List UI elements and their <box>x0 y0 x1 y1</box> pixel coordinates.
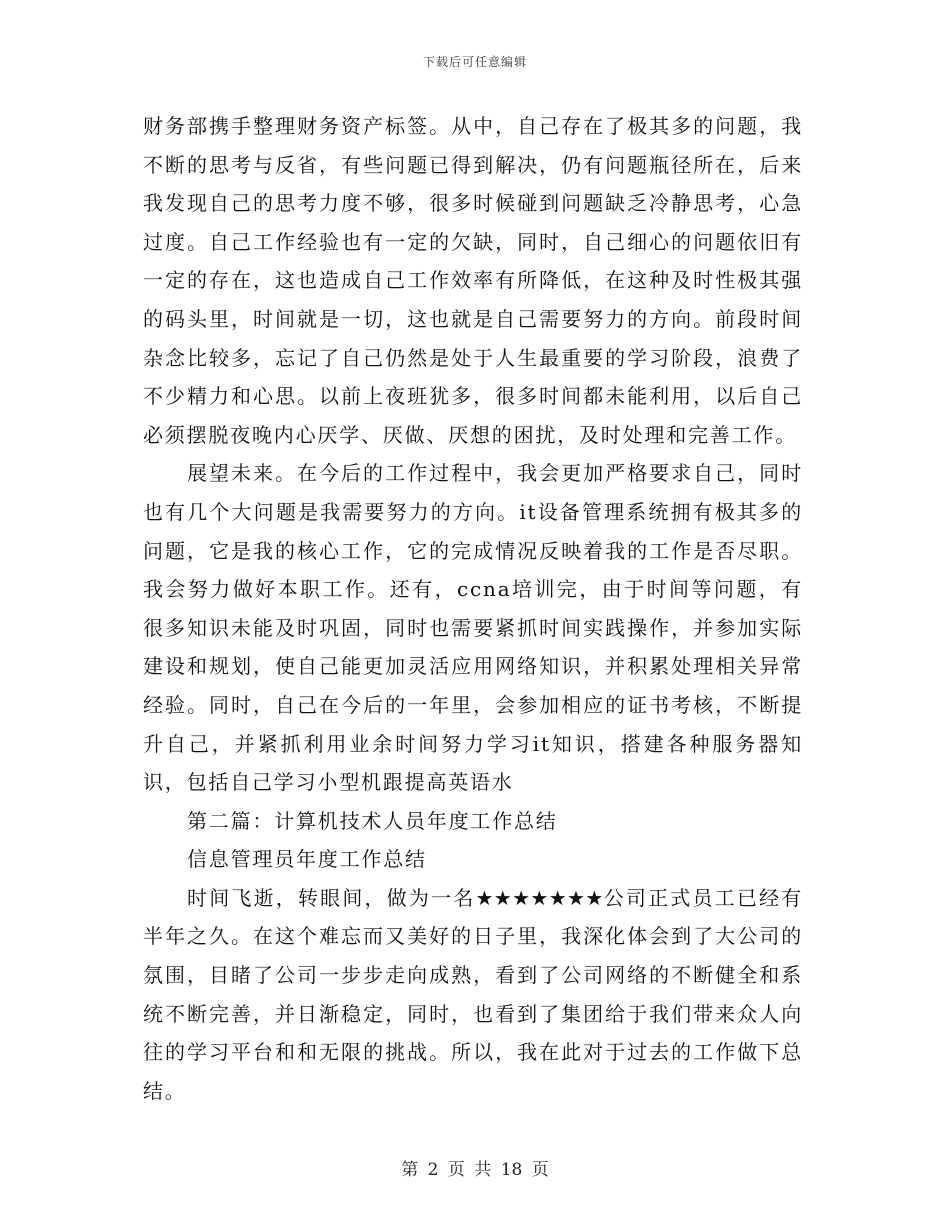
page-header: 下载后可任意编辑 <box>422 55 527 69</box>
section-heading: 第二篇：计算机技术人员年度工作总结 <box>187 808 558 833</box>
paragraph-outlook: 展望未来。在今后的工作过程中，我会更加严格要求自己，同时也有几个大问题是我需要努力的方向。it设备管理系统拥有极其多的问题，它是我的核心工作，它的完成情况反映着我的工作是否尽职。我会努力做好本职工作。还有，ccna培训完，由于时间等问题，有很多知识未能及时巩固，同时也需要紧抓时间实践操作，并参加实际建设和规划，使自己能更加灵活应用网络知识，并积累处理相关异常经验。同时，自己在今后的一年里，会参加相应的证书考核，不断提升自己，并紧抓利用业余时间努力学习it知识，搭建各种服务器知识，包括自己学习小型机跟提高英语水 <box>143 461 803 795</box>
document-body <box>143 107 803 1110</box>
document-subtitle: 信息管理员年度工作总结 <box>187 847 427 872</box>
intro-text-start: 时间飞逝，转眼间，做为一名 <box>187 885 476 910</box>
page-number-footer: 第 2 页 共 18 页 <box>401 1160 549 1180</box>
paragraph-intro <box>143 879 803 1111</box>
paragraph-continued: 财务部携手整理财务资产标签。从中，自己存在了极其多的问题，我不断的思考与反省，有些问题已得到解决，仍有问题瓶径所在，后来我发现自己的思考力度不够，很多时候碰到问题缺乏冷静思考，心急过度。自己工作经验也有一定的欠缺，同时，自己细心的问题依旧有一定的存在，这也造成自己工作效率有所降低，在这种及时性极其强的码头里，时间就是一切，这也就是自己需要努力的方向。前段时间杂念比较多，忘记了自己仍然是处于人生最重要的学习阶段，浪费了不少精力和心思。以前上夜班犹多，很多时间都未能利用，以后自己必须摆脱夜晚内心厌学、厌做、厌想的困扰，及时处理和完善工作。 <box>143 114 803 447</box>
intro-text-end: 公司正式员工已经有半年之久。在这个难忘而又美好的日子里，我深化体会到了大公司的氛围，目睹了公司一步步走向成熟，看到了公司网络的不断健全和系统不断完善，并日渐稳定，同时，也看到了集团给于我们带来众人向往的学习平台和和无限的挑战。所以，我在此对于过去的工作做下总结。 <box>143 885 803 1103</box>
redacted-company-stars: ★★★★★★★ <box>475 885 604 910</box>
